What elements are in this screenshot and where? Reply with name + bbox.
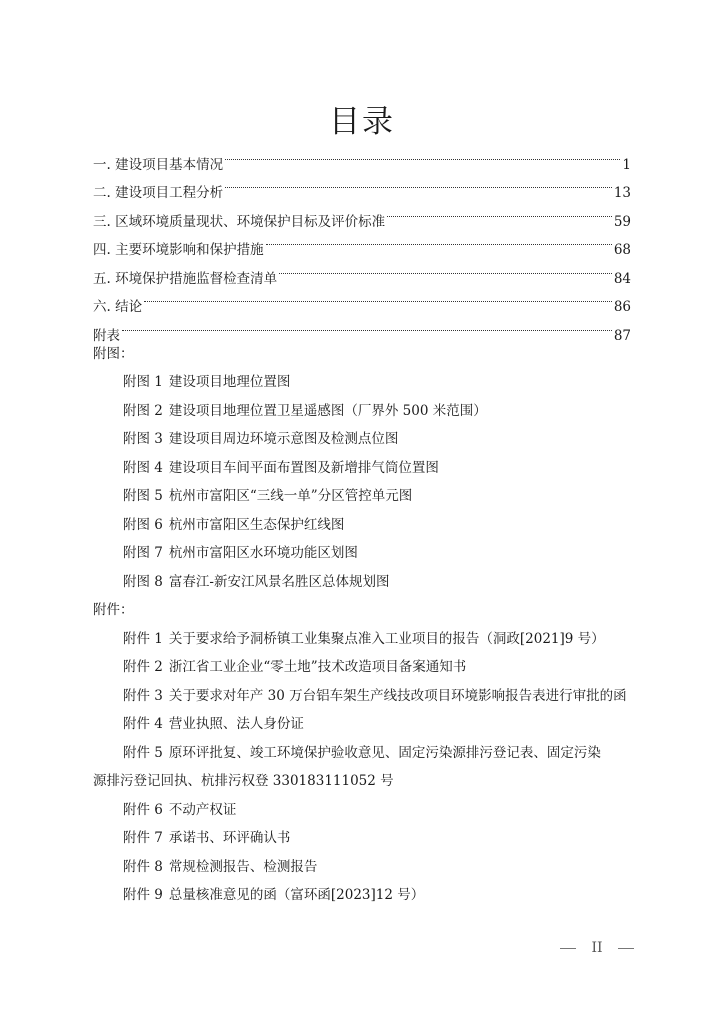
attachment-tag: 附件 8 — [123, 858, 163, 875]
figure-title: 富春江-新安江风景名胜区总体规划图 — [168, 573, 390, 590]
attachment-item[interactable] — [93, 682, 631, 711]
page-footer — [560, 938, 634, 958]
figure-tag: 附图 6 — [123, 516, 163, 533]
attachment-title: 原环评批复、竣工环境保护验收意见、固定污染源排污登记表、固定污染 — [168, 744, 601, 761]
attachment-item[interactable] — [93, 625, 631, 654]
toc-entry-label: 四. 主要环境影响和保护措施 — [93, 242, 264, 258]
figure-title: 建设项目地理位置卫星遥感图（厂界外 500 米范围） — [168, 402, 487, 419]
dot-leader — [225, 140, 620, 169]
figure-tag: 附图 4 — [123, 459, 163, 476]
toc-entry-label: 六. 结论 — [93, 299, 143, 315]
attachment-item[interactable] — [93, 796, 631, 825]
attachment-tag: 附件 4 — [123, 716, 163, 732]
figure-tag: 附图 2 — [123, 402, 163, 419]
attachment-item[interactable] — [93, 739, 631, 768]
table-of-contents — [93, 140, 631, 910]
toc-entry-label: 二. 建设项目工程分析 — [93, 185, 224, 201]
attachment-tag: 附件 9 — [123, 887, 163, 903]
figure-item[interactable] — [93, 454, 631, 483]
page-number: II — [591, 940, 603, 956]
attachment-item[interactable] — [93, 653, 631, 682]
attachment-item[interactable] — [93, 710, 631, 739]
attachment-title: 总量核准意见的函（富环函[2023]12 号） — [168, 887, 425, 903]
attachment-title-continuation: 源排污登记回执、杭排污权登 330183111052 号 — [93, 773, 394, 789]
figure-item[interactable] — [93, 482, 631, 511]
attachment-title: 承诺书、环评确认书 — [168, 830, 291, 846]
toc-entry-page: 68 — [613, 242, 631, 258]
figure-item[interactable] — [93, 425, 631, 454]
dot-leader — [225, 169, 612, 198]
attachment-tag: 附件 3 — [123, 687, 163, 704]
attachment-tag: 附件 5 — [123, 744, 163, 761]
figure-tag: 附图 8 — [123, 573, 163, 590]
dot-leader — [279, 254, 612, 283]
toc-entry[interactable] — [93, 311, 631, 344]
attachment-tag: 附件 2 — [123, 659, 163, 675]
figure-item[interactable] — [93, 397, 631, 426]
dot-leader — [122, 311, 612, 340]
footer-dash-left — [560, 948, 576, 949]
figure-title: 杭州市富阳区水环境功能区划图 — [168, 545, 358, 561]
figure-title: 建设项目周边环境示意图及检测点位图 — [168, 431, 399, 447]
footer-dash-right — [618, 948, 634, 949]
toc-entry-page: 1 — [622, 156, 631, 173]
attachment-title: 浙江省工业企业“零土地”技术改造项目备案通知书 — [168, 659, 467, 675]
figure-tag: 附图 7 — [123, 545, 163, 561]
figure-item[interactable] — [93, 368, 631, 397]
attachment-item[interactable] — [93, 824, 631, 853]
attachment-tag: 附件 7 — [123, 830, 163, 846]
toc-entry-page: 13 — [613, 185, 631, 201]
figure-title: 建设项目车间平面布置图及新增排气筒位置图 — [168, 459, 439, 476]
figure-item[interactable] — [93, 511, 631, 540]
attachment-title: 关于要求对年产 30 万台铝车架生产线技改项目环境影响报告表进行审批的函 — [168, 687, 627, 704]
attachment-title: 常规检测报告、检测报告 — [168, 858, 318, 875]
dot-leader — [387, 197, 612, 226]
toc-entry[interactable] — [93, 140, 631, 173]
toc-entry-label: 一. 建设项目基本情况 — [93, 156, 224, 173]
attachment-item[interactable] — [93, 881, 631, 910]
attachment-tag: 附件 1 — [123, 630, 163, 647]
toc-entry-label: 三. 区域环境质量现状、环境保护目标及评价标准 — [93, 213, 386, 230]
toc-entry[interactable] — [93, 283, 631, 315]
toc-entry-page: 84 — [613, 270, 631, 287]
figure-item[interactable] — [93, 539, 631, 568]
dot-leader — [144, 283, 612, 312]
toc-entry-page: 87 — [613, 327, 631, 344]
attachment-title: 营业执照、法人身份证 — [168, 716, 304, 732]
figure-tag: 附图 5 — [123, 488, 163, 504]
toc-entry-page: 59 — [613, 213, 631, 230]
figure-tag: 附图 1 — [123, 374, 163, 390]
attachment-title: 不动产权证 — [168, 801, 237, 818]
figure-tag: 附图 3 — [123, 431, 163, 447]
toc-entry-label: 附表 — [93, 327, 120, 344]
attachment-title: 关于要求给予洞桥镇工业集聚点准入工业项目的报告（洞政[2021]9 号） — [168, 630, 605, 647]
attachment-item[interactable] — [93, 853, 631, 882]
toc-entry-label: 五. 环境保护措施监督检查清单 — [93, 270, 278, 287]
figure-title: 杭州市富阳区“三线一单”分区管控单元图 — [168, 488, 413, 504]
toc-entry-page: 86 — [613, 299, 631, 315]
figure-item[interactable] — [93, 568, 631, 597]
page-title: 目录 — [329, 104, 395, 140]
dot-leader — [266, 226, 612, 255]
figure-title: 杭州市富阳区生态保护红线图 — [168, 516, 345, 533]
figures-heading: 附图： — [93, 345, 134, 362]
figure-title: 建设项目地理位置图 — [168, 374, 291, 390]
attachments-heading: 附件： — [93, 602, 134, 618]
attachment-tag: 附件 6 — [123, 801, 163, 818]
